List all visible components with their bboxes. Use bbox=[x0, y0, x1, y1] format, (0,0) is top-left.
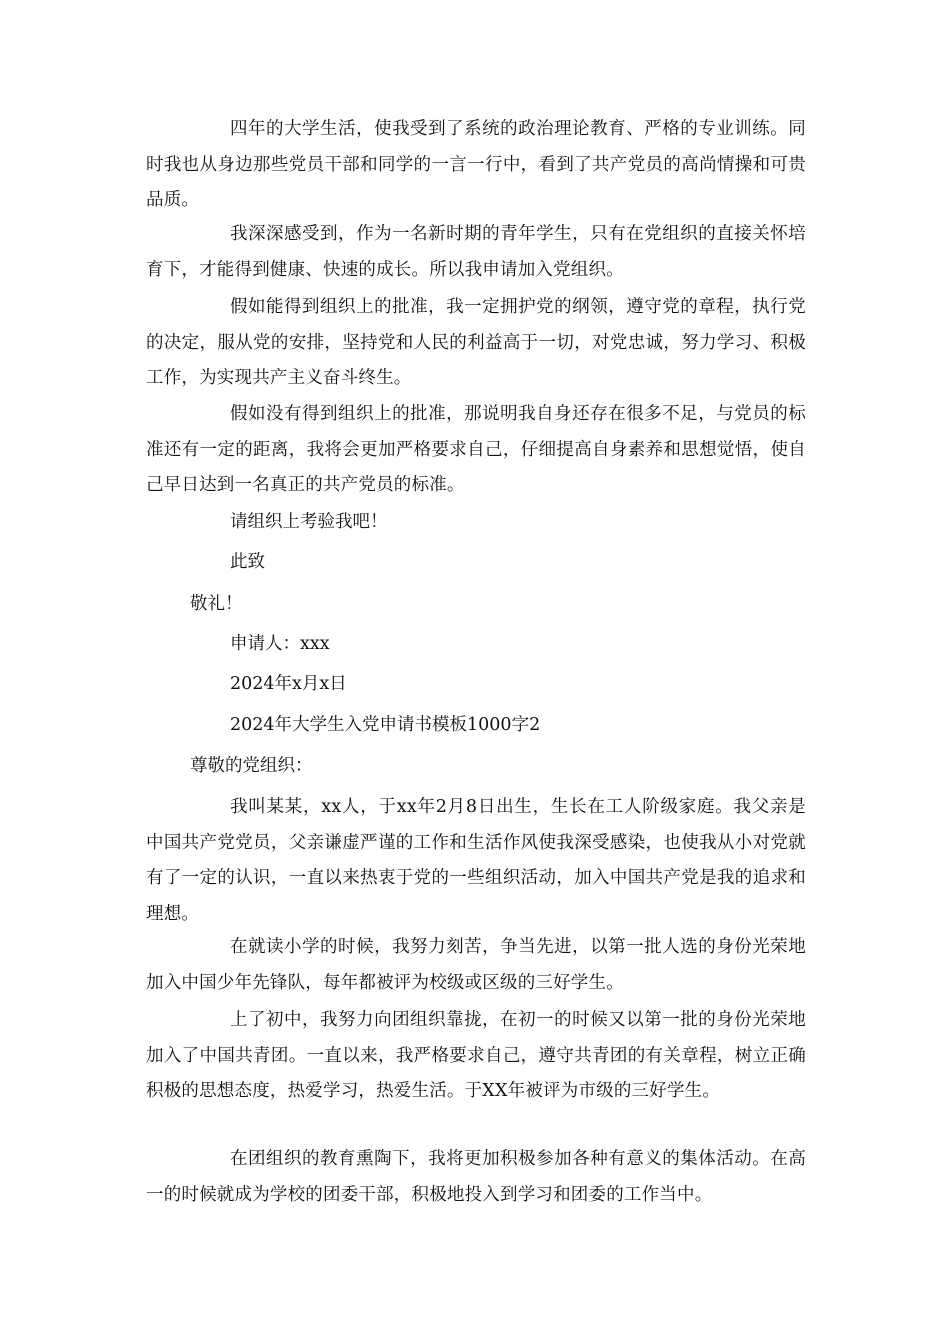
paragraph-university-life: 四年的大学生活，使我受到了系统的政治理论教育、严格的专业训练。同时我也从身边那些党员干部和同学的一言一行中，看到了共产党员的高尚情操和可贵品质。 bbox=[146, 119, 806, 210]
paragraph-youth-league: 在团组织的教育熏陶下，我将更加积极参加各种有意义的集体活动。在高一的时候就成为学校的团委干部，积极地投入到学习和团委的工作当中。 bbox=[146, 1149, 806, 1205]
paragraph-if-approved: 假如能得到组织上的批准，我一定拥护党的纲领，遵守党的章程，执行党的决定，服从党的安排，坚持党和人民的利益高于一切，对党忠诚，努力学习、积极工作，为实现共产主义奋斗终生。 bbox=[146, 297, 806, 388]
greeting: 尊敬的党组织： bbox=[190, 756, 313, 776]
paragraph-middle-school: 上了初中，我努力向团组织靠拢，在初一的时候又以第一批的身份光荣地加入了中国共青团。一直以来，我严格要求自己，遵守共青团的有关章程，树立正确积极的思想态度，热爱学习，热爱生活。于XX年被评为市级的三好学生。 bbox=[146, 1010, 806, 1101]
second-letter-title: 2024年大学生入党申请书模板1000字2 bbox=[230, 715, 541, 735]
salute: 敬礼！ bbox=[190, 594, 243, 614]
date-line: 2024年x月x日 bbox=[230, 674, 347, 694]
paragraph-primary-school: 在就读小学的时候，我努力刻苦，争当先进，以第一批人选的身份光荣地加入中国少年先锋队，每年都被评为校级或区级的三好学生。 bbox=[146, 937, 806, 993]
applicant-line: 申请人：xxx bbox=[230, 634, 330, 654]
paragraph-if-not-approved: 假如没有得到组织上的批准，那说明我自身还存在很多不足，与党员的标准还有一定的距离，我将会更加严格要求自己，仔细提高自身素养和思想觉悟，使自己早日达到一名真正的共产党员的标准。 bbox=[146, 404, 806, 495]
paragraph-self-introduction: 我叫某某，xx人，于xx年2月8日出生，生长在工人阶级家庭。我父亲是中国共产党党员，父亲谦虚严谨的工作和生活作风使我深受感染，也使我从小对党就有了一定的认识，一直以来热衷于党的一些组织活动，加入中国共产党是我的追求和理想。 bbox=[146, 797, 806, 924]
paragraph-feelings: 我深深感受到，作为一名新时期的青年学生，只有在党组织的直接关怀培育下，才能得到健康、快速的成长。所以我申请加入党组织。 bbox=[146, 224, 806, 280]
closing-to: 此致 bbox=[230, 552, 265, 572]
closing-request: 请组织上考验我吧！ bbox=[230, 512, 388, 532]
